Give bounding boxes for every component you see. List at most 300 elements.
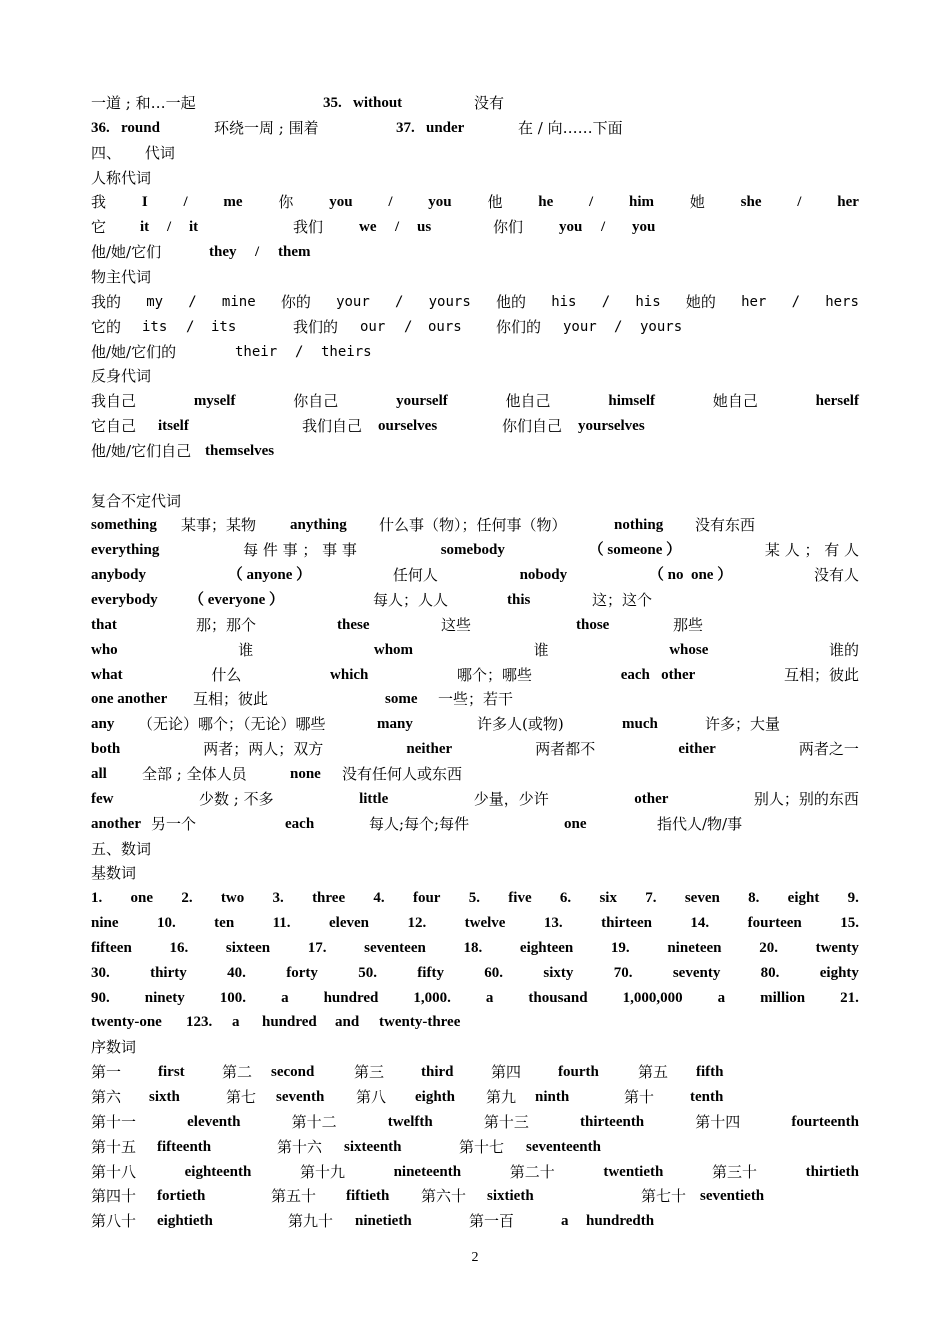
- text-line: [91, 911, 859, 936]
- text-segment: 第八: [356, 1088, 387, 1106]
- text-line: [91, 1135, 859, 1160]
- text-segment: yours: [640, 319, 683, 335]
- text-segment: 11.: [272, 915, 291, 931]
- text-segment: 某事；某物: [181, 516, 257, 534]
- text-segment: her: [837, 194, 859, 210]
- text-segment: eighteenth: [184, 1164, 252, 1180]
- text-segment: 物主代词: [91, 268, 152, 286]
- text-segment: sixth: [149, 1089, 180, 1105]
- text-segment: both: [91, 741, 121, 757]
- text-segment: fiftieth: [346, 1188, 390, 1204]
- text-segment: twelfth: [387, 1114, 433, 1130]
- text-line: [91, 812, 859, 837]
- text-segment: nobody: [519, 567, 568, 583]
- text-line: [91, 588, 859, 613]
- text-segment: eleven: [329, 915, 369, 931]
- text-line: [91, 663, 859, 688]
- text-line: [91, 737, 859, 762]
- text-segment: 他: [487, 193, 503, 211]
- text-segment: 指代人/物/事: [657, 815, 743, 833]
- text-segment: 第一百: [469, 1212, 515, 1230]
- text-segment: whom: [373, 642, 414, 658]
- text-segment: some: [385, 691, 418, 707]
- text-segment: 第三: [354, 1063, 385, 1081]
- text-segment: fifteen: [91, 940, 132, 956]
- text-segment: eighth: [415, 1089, 456, 1105]
- text-segment: 10.: [156, 915, 176, 931]
- text-segment: few: [91, 791, 114, 807]
- text-line: [91, 638, 859, 663]
- text-segment: /: [188, 294, 197, 310]
- text-segment: me: [223, 194, 243, 210]
- text-segment: they: [209, 244, 237, 260]
- text-segment: first: [158, 1064, 185, 1080]
- text-segment: six: [599, 890, 617, 906]
- text-line: [91, 340, 859, 365]
- text-segment: /: [167, 219, 172, 235]
- text-segment: anything: [290, 517, 347, 533]
- text-segment: its: [142, 319, 168, 335]
- text-segment: /: [183, 194, 188, 210]
- text-line: [91, 489, 859, 514]
- text-segment: 它: [91, 218, 107, 236]
- text-segment: /: [797, 194, 802, 210]
- text-segment: 第四十: [91, 1187, 137, 1205]
- text-segment: seven: [684, 890, 720, 906]
- text-segment: 一些；若干: [438, 690, 514, 708]
- text-segment: 少量，少许: [473, 790, 549, 808]
- text-segment: any: [91, 716, 115, 732]
- text-segment: other: [634, 791, 669, 807]
- text-segment: you: [559, 219, 583, 235]
- text-segment: fifty: [417, 965, 444, 981]
- text-segment: 100.: [219, 990, 247, 1006]
- text-line: [91, 190, 859, 215]
- text-line: [91, 687, 859, 712]
- text-segment: second: [271, 1064, 315, 1080]
- text-line: [91, 712, 859, 737]
- text-segment: thousand: [528, 990, 588, 1006]
- text-segment: yourselves: [578, 418, 645, 434]
- text-segment: 第二十: [509, 1163, 555, 1181]
- text-segment: /: [791, 294, 800, 310]
- text-segment: sixteenth: [344, 1139, 402, 1155]
- text-segment: 一道 ; 和…一起: [91, 94, 196, 112]
- text-segment: 四、 代词: [91, 144, 175, 162]
- text-segment: 每人;每个;每件: [369, 815, 470, 833]
- text-segment: each other: [620, 667, 696, 683]
- text-segment: sixtieth: [487, 1188, 534, 1204]
- text-segment: /: [589, 194, 594, 210]
- text-segment: twenty-three: [379, 1014, 461, 1030]
- text-segment: twenty: [815, 940, 859, 956]
- text-line: [91, 414, 859, 439]
- text-segment: /: [601, 294, 611, 310]
- text-segment: 她: [689, 193, 705, 211]
- text-segment: 你们的: [496, 318, 542, 336]
- text-segment: 7.: [645, 890, 657, 906]
- text-line: [91, 1010, 859, 1035]
- text-segment: /: [614, 319, 623, 335]
- text-segment: yours: [428, 294, 471, 310]
- text-segment: 这；这个: [592, 591, 653, 609]
- text-segment: 21.: [840, 990, 859, 1006]
- text-segment: fourth: [558, 1064, 599, 1080]
- text-segment: （ no one ）: [648, 567, 733, 583]
- text-segment: fourteenth: [791, 1114, 859, 1130]
- text-segment: us: [417, 219, 432, 235]
- text-segment: 你自己: [293, 392, 339, 410]
- text-segment: my: [146, 294, 164, 310]
- text-line: [91, 1060, 859, 1085]
- text-segment: myself: [193, 393, 236, 409]
- text-segment: 13.: [543, 915, 563, 931]
- text-segment: thirtieth: [805, 1164, 859, 1180]
- text-segment: fifth: [696, 1064, 724, 1080]
- text-segment: them: [278, 244, 311, 260]
- text-segment: 1,000,000: [622, 990, 683, 1006]
- text-segment: 15.: [840, 915, 859, 931]
- text-segment: these: [337, 617, 370, 633]
- text-segment: /: [395, 219, 400, 235]
- text-segment: 互相；彼此: [783, 666, 859, 684]
- text-segment: nineteen: [667, 940, 722, 956]
- text-segment: your: [563, 319, 597, 335]
- text-line: [91, 315, 859, 340]
- text-segment: /: [388, 194, 393, 210]
- text-segment: 第十: [624, 1088, 655, 1106]
- text-segment: 五、数词: [91, 840, 152, 858]
- text-segment: 40.: [227, 965, 246, 981]
- text-segment: fifteenth: [157, 1139, 212, 1155]
- text-segment: 另一个: [151, 815, 197, 833]
- text-segment: thirty: [150, 965, 187, 981]
- text-segment: 2.: [181, 890, 193, 906]
- text-segment: 谁: [238, 641, 254, 659]
- text-segment: three: [312, 890, 346, 906]
- text-segment: 在 / 向……下面: [518, 119, 623, 137]
- text-segment: anybody: [91, 567, 147, 583]
- text-line: [91, 538, 859, 563]
- text-segment: 这些: [441, 616, 472, 634]
- text-segment: 没有: [474, 94, 505, 112]
- text-segment: fourteen: [747, 915, 802, 931]
- text-segment: hers: [825, 294, 859, 310]
- text-segment: ninety: [144, 990, 185, 1006]
- text-segment: and: [335, 1014, 360, 1030]
- text-segment: 6.: [559, 890, 572, 906]
- text-segment: 5.: [468, 890, 480, 906]
- text-segment: hundred: [262, 1014, 317, 1030]
- text-segment: your: [336, 294, 370, 310]
- text-line: [91, 613, 859, 638]
- text-line: [91, 563, 859, 588]
- text-line: [91, 1035, 859, 1060]
- text-segment: one another: [91, 691, 168, 707]
- text-segment: eighteen: [519, 940, 574, 956]
- text-segment: he: [538, 194, 554, 210]
- text-segment: 第十六: [277, 1138, 323, 1156]
- text-segment: 他/她/它们的: [91, 343, 177, 361]
- text-segment: 第七十: [641, 1187, 687, 1205]
- text-segment: each: [285, 816, 315, 832]
- text-segment: nine: [91, 915, 119, 931]
- text-segment: 第三十: [711, 1163, 757, 1181]
- text-segment: hundredth: [586, 1213, 655, 1229]
- text-segment: whose: [669, 642, 709, 658]
- text-segment: a: [717, 990, 726, 1006]
- text-line: [91, 1160, 859, 1185]
- text-line: [91, 166, 859, 191]
- text-segment: ourselves: [378, 418, 438, 434]
- text-segment: 没有任何人或东西: [342, 765, 463, 783]
- text-segment: a: [485, 990, 494, 1006]
- text-segment: 任何人: [392, 566, 438, 584]
- text-segment: 少数 ; 不多: [199, 790, 274, 808]
- text-segment: eleventh: [187, 1114, 241, 1130]
- text-segment: 我们自己: [302, 417, 363, 435]
- text-segment: 哪个；哪些: [457, 666, 533, 684]
- text-segment: nothing: [614, 517, 664, 533]
- text-segment: 第六: [91, 1088, 122, 1106]
- text-segment: 50.: [358, 965, 377, 981]
- text-segment: either: [678, 741, 716, 757]
- text-segment: 9.: [847, 890, 859, 906]
- text-segment: a: [232, 1014, 240, 1030]
- text-segment: 环绕一周 ; 围着: [214, 119, 319, 137]
- text-segment: you: [632, 219, 656, 235]
- text-segment: 第十九: [299, 1163, 345, 1181]
- text-segment: everybody: [91, 592, 158, 608]
- text-segment: 他/她/它们: [91, 243, 162, 261]
- text-segment: it: [189, 219, 199, 235]
- text-segment: million: [760, 990, 806, 1006]
- text-segment: seventeenth: [526, 1139, 601, 1155]
- text-segment: /: [601, 219, 606, 235]
- text-segment: 基数词: [91, 864, 137, 882]
- text-segment: eight: [787, 890, 820, 906]
- text-segment: 两者之一: [798, 740, 859, 758]
- text-segment: 人称代词: [91, 169, 152, 187]
- text-segment: 第十七: [459, 1138, 505, 1156]
- page-number: 2: [471, 1250, 479, 1265]
- text-segment: twenty-one: [91, 1014, 162, 1030]
- text-segment: itself: [158, 418, 189, 434]
- text-segment: himself: [608, 393, 656, 409]
- text-segment: 第九: [486, 1088, 517, 1106]
- text-segment: 35. without: [323, 95, 403, 111]
- text-line: [91, 439, 859, 464]
- text-segment: 第十一: [91, 1113, 137, 1131]
- text-segment: 第十八: [91, 1163, 137, 1181]
- text-segment: 123.: [186, 1014, 213, 1030]
- text-segment: 我们: [293, 218, 324, 236]
- text-segment: all: [91, 766, 107, 782]
- text-segment: who: [91, 642, 118, 658]
- text-segment: 70.: [613, 965, 633, 981]
- text-segment: much: [622, 716, 658, 732]
- text-segment: one: [564, 816, 587, 832]
- text-segment: you: [428, 194, 452, 210]
- text-segment: five: [508, 890, 532, 906]
- text-segment: twelve: [464, 915, 506, 931]
- text-segment: its: [211, 319, 237, 335]
- text-segment: /: [186, 319, 195, 335]
- text-segment: 第九十: [288, 1212, 334, 1230]
- text-segment: （ everyone ）: [189, 592, 284, 608]
- text-segment: 20.: [759, 940, 778, 956]
- text-line: [91, 837, 859, 862]
- text-segment: 每人；人人: [373, 591, 449, 609]
- text-segment: sixty: [543, 965, 574, 981]
- text-segment: it: [140, 219, 150, 235]
- text-line: [91, 762, 859, 787]
- text-line: [91, 1209, 859, 1234]
- text-segment: 我: [91, 193, 107, 211]
- text-segment: sixteen: [225, 940, 271, 956]
- text-segment: seventieth: [700, 1188, 765, 1204]
- text-line: [91, 1085, 859, 1110]
- text-segment: 第一: [91, 1063, 122, 1081]
- text-segment: /: [295, 344, 304, 360]
- text-segment: 她的: [685, 293, 716, 311]
- text-segment: 许多人(或物): [477, 715, 564, 733]
- text-segment: 两者；两人；双方: [203, 740, 324, 758]
- text-line: [91, 936, 859, 961]
- text-segment: 60.: [484, 965, 504, 981]
- text-segment: nineteenth: [393, 1164, 462, 1180]
- text-line: [91, 215, 859, 240]
- text-line: [91, 986, 859, 1011]
- text-segment: 第十二: [291, 1113, 337, 1131]
- text-segment: （ anyone ）: [227, 567, 312, 583]
- text-segment: 序数词: [91, 1038, 137, 1056]
- text-segment: 1,000.: [413, 990, 451, 1006]
- text-line: [91, 961, 859, 986]
- text-segment: two: [220, 890, 245, 906]
- text-segment: （ someone ）: [588, 542, 682, 558]
- text-segment: hundred: [323, 990, 379, 1006]
- text-segment: mine: [221, 294, 256, 310]
- text-segment: 30.: [91, 965, 110, 981]
- text-segment: 每 件 事 ； 事 事: [243, 541, 357, 559]
- text-line: [91, 265, 859, 290]
- text-segment: something: [91, 517, 157, 533]
- text-segment: 你们自己: [502, 417, 563, 435]
- text-segment: /: [394, 294, 404, 310]
- text-segment: we: [359, 219, 377, 235]
- text-segment: another: [91, 816, 141, 832]
- text-line: [91, 886, 859, 911]
- text-segment: 我自己: [91, 392, 137, 410]
- text-line: [91, 513, 859, 538]
- text-segment: 第五十: [271, 1187, 317, 1205]
- text-segment: 你: [278, 193, 294, 211]
- text-segment: 4.: [373, 890, 385, 906]
- text-segment: 那；那个: [196, 616, 257, 634]
- text-segment: （无论）哪个；（无论）哪些: [138, 715, 326, 733]
- text-segment: 复合不定代词: [91, 492, 182, 510]
- text-segment: 你的: [280, 293, 311, 311]
- text-segment: 第五: [638, 1063, 669, 1081]
- text-segment: twentieth: [603, 1164, 664, 1180]
- text-segment: four: [412, 890, 441, 906]
- text-segment: forty: [286, 965, 318, 981]
- text-segment: one: [130, 890, 154, 906]
- text-segment: everything: [91, 542, 160, 558]
- text-segment: her: [741, 294, 767, 310]
- text-segment: 37. under: [396, 120, 465, 136]
- text-segment: this: [507, 592, 531, 608]
- text-segment: 什么: [211, 666, 242, 684]
- text-segment: which: [330, 667, 369, 683]
- text-segment: 什么事（物）；任何事（物）: [379, 516, 567, 534]
- text-segment: 17.: [307, 940, 327, 956]
- text-segment: 18.: [463, 940, 483, 956]
- text-segment: I: [141, 194, 148, 210]
- text-segment: 谁: [533, 641, 549, 659]
- text-segment: 全部 ; 全体人员: [142, 765, 247, 783]
- text-segment: their: [235, 344, 278, 360]
- text-segment: 36. round: [91, 120, 160, 136]
- text-segment: ten: [214, 915, 235, 931]
- text-segment: 谁的: [828, 641, 859, 659]
- text-segment: 14.: [690, 915, 710, 931]
- text-segment: seventeen: [364, 940, 426, 956]
- text-line: [91, 364, 859, 389]
- text-segment: /: [404, 319, 413, 335]
- text-segment: 90.: [91, 990, 110, 1006]
- text-segment: yourself: [396, 393, 448, 409]
- text-segment: 第二: [222, 1063, 253, 1081]
- text-segment: 没有人: [813, 566, 859, 584]
- text-segment: you: [329, 194, 353, 210]
- text-segment: 第六十: [421, 1187, 467, 1205]
- text-segment: seventh: [276, 1089, 325, 1105]
- text-segment: 第十四: [695, 1113, 741, 1131]
- text-segment: thirteenth: [580, 1114, 645, 1130]
- text-segment: third: [421, 1064, 454, 1080]
- text-segment: 8.: [748, 890, 760, 906]
- text-segment: 它自己: [91, 417, 137, 435]
- text-segment: neither: [406, 741, 453, 757]
- text-segment: 12.: [407, 915, 427, 931]
- text-line: [91, 240, 859, 265]
- text-line: [91, 290, 859, 315]
- text-segment: a: [281, 990, 289, 1006]
- text-segment: 第八十: [91, 1212, 137, 1230]
- text-segment: eighty: [819, 965, 859, 981]
- text-segment: 19.: [610, 940, 630, 956]
- text-segment: 别人；别的东西: [753, 790, 859, 808]
- text-segment: thirteen: [601, 915, 652, 931]
- text-segment: 没有东西: [695, 516, 756, 534]
- text-segment: our: [360, 319, 386, 335]
- text-segment: 反身代词: [91, 367, 152, 385]
- text-segment: many: [377, 716, 413, 732]
- text-line: [91, 861, 859, 886]
- text-segment: 第十三: [483, 1113, 529, 1131]
- text-line: [91, 91, 859, 116]
- text-segment: 互相；彼此: [193, 690, 269, 708]
- text-line: [91, 464, 859, 489]
- text-segment: 两者都不: [535, 740, 596, 758]
- text-line: [91, 116, 859, 141]
- text-segment: theirs: [321, 344, 372, 360]
- text-segment: seventy: [672, 965, 721, 981]
- text-segment: 第十五: [91, 1138, 137, 1156]
- text-segment: what: [91, 667, 123, 683]
